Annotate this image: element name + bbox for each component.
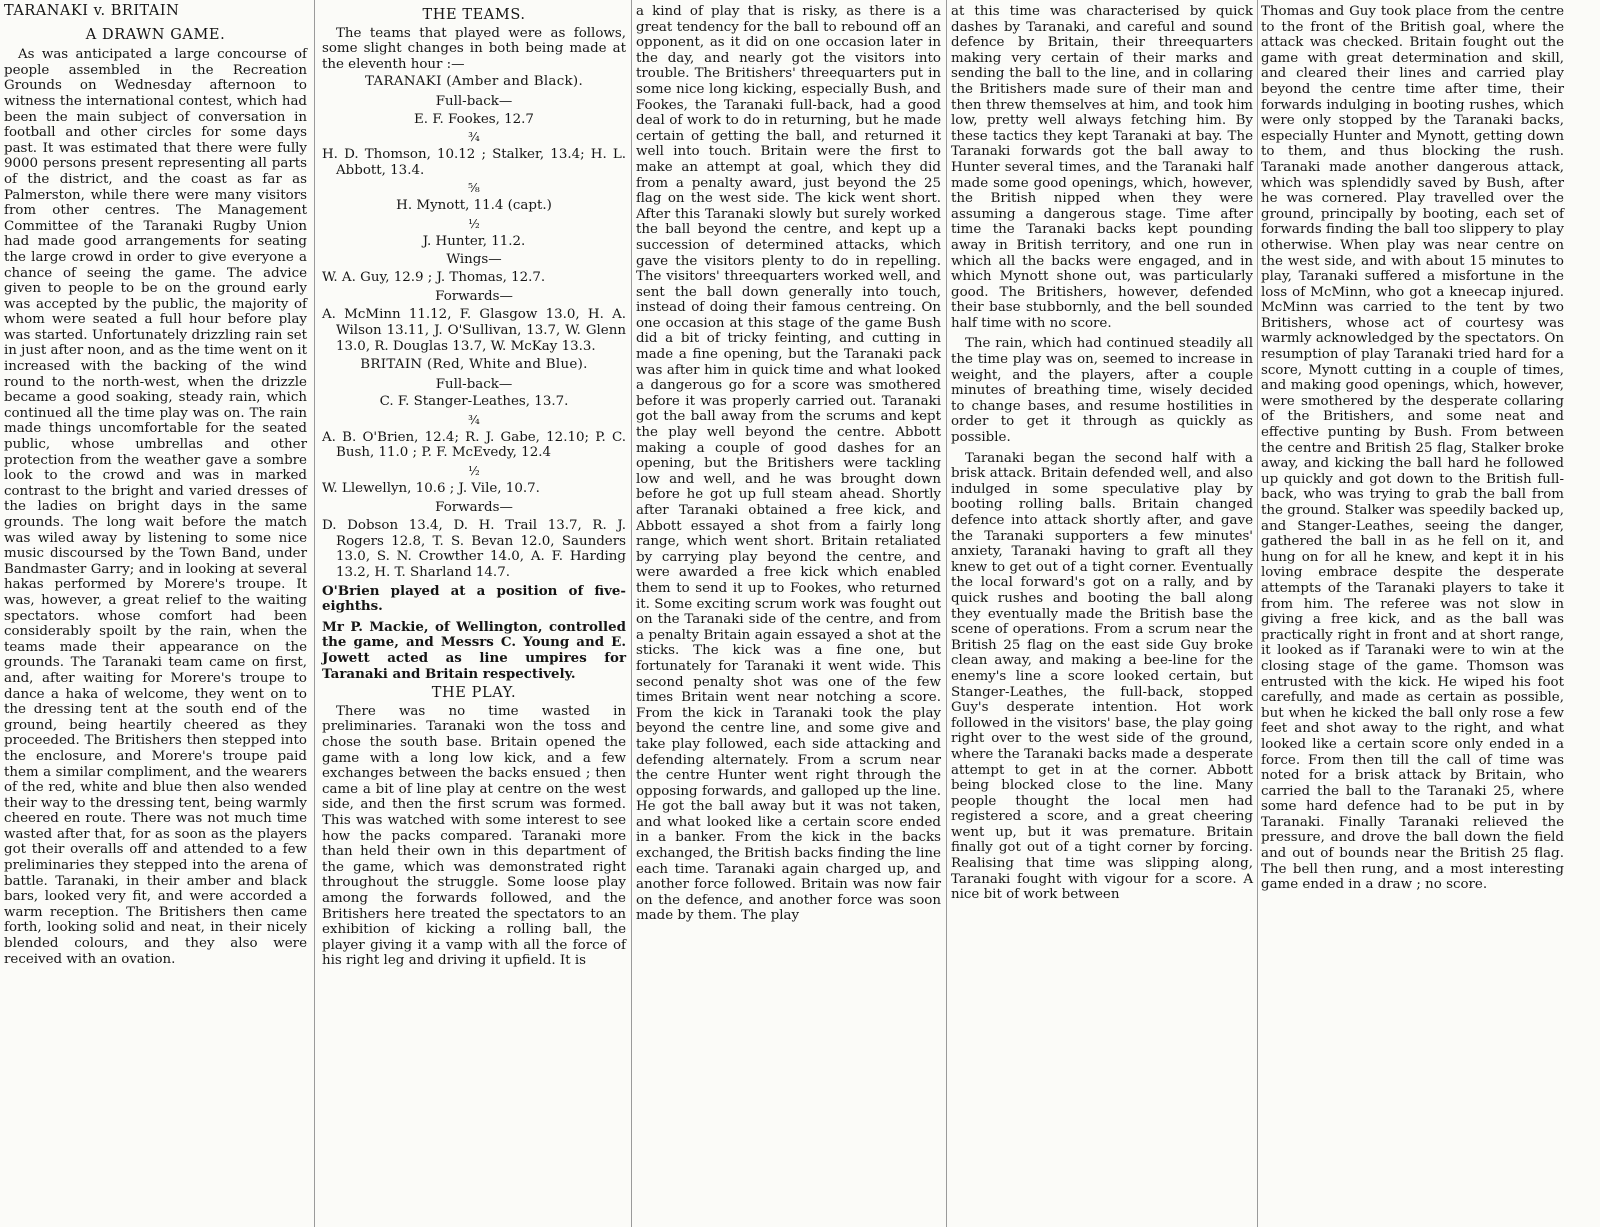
player-line: D. Dobson 13.4, D. H. Trail 13.7, R. J. Rogers 12.8, T. S. Bevan 12.0, Saunders 13.0, S. N. Crowther 14.0, A. F. Harding 13.2, H. T. Sharland 14.7. xyxy=(322,518,626,581)
position-label: Forwards— xyxy=(435,499,513,515)
article-paragraph: There was no time wasted in preliminaries. Taranaki won the toss and chose the south base. Britain opened the game with a long low kick, and a few exchanges between the backs ensued ; then came a bit of line play at centre on the west side, and then the first scrum was formed. This was watched with some interest to see how the packs compared. Taranaki more than held their own in this department of the game, which was demonstrated right throughout the struggle. Some loose play among the forwards followed, and the Britishers here treated the spectators to an exhibition of kicking a rolling ball, the player giving it a vamp with all the force of his right leg and driving it upfield. It is xyxy=(322,703,626,969)
article-subtitle: A DRAWN GAME. xyxy=(85,26,226,43)
player-line: E. F. Fookes, 12.7 xyxy=(414,111,534,127)
column-5 xyxy=(1261,4,1564,893)
position-separator: ½ xyxy=(468,464,480,479)
position-label: Wings— xyxy=(446,251,502,267)
section-title-play-text: THE PLAY. xyxy=(431,685,517,702)
article-paragraph: Taranaki began the second half with a brisk attack. Britain defended well, and also indulged in some speculative play by booting rolling balls. Britain changed defence into attack shortly after, and gave the Taranaki supporters a few minutes' anxiety, Taranaki having to graft all they knew to get out of a tight corner. Eventually the local forward's got on a rally, and by quick rushes and booting the ball along they eventually made the British base the scene of operations. From a scrum near the British 25 flag on the east side Guy broke clean away, and making a bee-line for the enemy's line a score looked certain, but Stanger-Leathes, the full-back, stopped Guy's desperate intention. Hot work followed in the visitors' base, the play going right over to the west side of the ground, where the Taranaki backs made a desperate attempt to get in at the corner. Abbott being blocked close to the line. Many people thought the local men had registered a score, and a great cheering went up, but it was premature. Britain finally got out of a tight corner by forcing. Realising that time was slipping along, Taranaki fought with vigour for a score. A nice bit of work between xyxy=(951,450,1253,903)
player-line: A. B. O'Brien, 12.4; R. J. Gabe, 12.10; P. C. Bush, 11.0 ; P. F. McEvedy, 12.4 xyxy=(322,429,626,461)
player-line: W. Llewellyn, 10.6 ; J. Vile, 10.7. xyxy=(322,481,540,497)
teams-intro: The teams that played were as follows, some slight changes in both being made at the eleventh hour :— xyxy=(322,25,626,72)
article-paragraph: at this time was characterised by quick dashes by Taranaki, and careful and sound defence by Britain, their threequarters making very certain of their marks and sending the ball to the line, and in collaring the Britishers made sure of their man and then threw themselves at him, and took him low, pretty well always fetching him. By these tactics they kept Taranaki at bay. The Taranaki forwards got the ball away to Hunter several times, and the Taranaki half made some good openings, which, however, the British nipped when they were assuming a dangerous stage. Time after time the Taranaki backs kept pounding away in British territory, and one run in which all the backs were engaged, and in which Mynott shone out, was particularly good. The Britishers, however, defended their base stubbornly, and the bell sounded half time with no score. xyxy=(951,4,1253,331)
player-line: J. Hunter, 11.2. xyxy=(422,233,526,249)
position-label: Full-back— xyxy=(435,376,513,392)
section-title-play xyxy=(322,686,626,702)
article-paragraph: As was anticipated a large concourse of people assembled in the Recreation Grounds on Wednesday afternoon to witness the international contest, which had been the main subject of conversation in football and other circles for some days past. It was estimated that there were fully 9000 persons present representing all parts of the district, and the coast as far as Palmerston, while there were many visitors from other centres. The Management Committee of the Taranaki Rugby Union had made good arrangements for seating the large crowd in order to give everyone a chance of seeing the game. The advice given to people to be on the ground early was accepted by the public, the majority of whom were seated a full hour before play was started. Unfortunately drizzling rain set in just after noon, and as the time went on it increased with the backing of the wind round to the north-west, when the drizzle became a good soaking, steady rain, which continued all the time play was on. The rain made things uncomfortable for the seated public, whose umbrellas and other protection from the weather gave a sombre look to the crowd and was in marked contrast to the bright and varied dresses of the ladies on bright days in the same grounds. The long wait before the match was wiled away by listening to some nice music discoursed by the Town Band, under Bandmaster Garry; and in looking at several hakas performed by Morere's troupe. It was, however, a great relief to the waiting spectators. whose comfort had been considerably spoilt by the rain, when the teams made their appearance on the grounds. The Taranaki team came on first, and, after waiting for Morere's troupe to dance a haka of welcome, they went on to the dressing tent at the south end of the ground, being heartily cheered as they proceeded. The Britishers then stepped into the enclosure, and Morere's troupe paid them a similar compliment, and the wearers of the red, white and blue then also wended their way to the dressing tent, being warmly cheered en route. There was not much time wasted after that, for as soon as the players got their overalls off and attended to a few preliminaries they stepped into the arena of battle. Taranaki, in their amber and black bars, looked very fit, and were accorded a warm reception. The Britishers then came forth, looking solid and neat, in their nicely blended colours, and they also were received with an ovation. xyxy=(4,47,307,967)
column-3 xyxy=(636,4,941,924)
position-separator: ¾ xyxy=(468,412,480,427)
position-label: Full-back— xyxy=(435,93,513,109)
column-rule xyxy=(946,0,947,1227)
player-line: W. A. Guy, 12.9 ; J. Thomas, 12.7. xyxy=(322,270,546,286)
article-paragraph: Thomas and Guy took place from the centre to the front of the British goal, where the attack was checked. Britain fought out the game with great determination and skill, and cleared their lines and carried play beyond the centre time after time, their forwards indulging in booting rushes, which were only stopped by the Taranaki backs, especially Hunter and Mynott, getting down to them, and thus blocking the rush. Taranaki made another dangerous attack, which was splendidly saved by Bush, after he was cornered. Play travelled over the ground, principally by booting, each set of forwards finding the ball too slippery to play otherwise. When play was near centre on the west side, and with about 15 minutes to play, Taranaki suffered a misfortune in the loss of McMinn, who got a kneecap injured. McMinn was carried to the tent by two Britishers, whose act of courtesy was warmly acknowledged by the spectators. On resumption of play Taranaki tried hard for a score, Mynott cutting in a couple of times, and making good openings, which, however, were smothered by the desperate collaring of the Britishers, and some neat and effective punting by Bush. From between the centre and British 25 flag, Stalker broke away, and kicking the ball hard he followed up quickly and got down to the British full-back, who was trying to grab the ball from the ground. Stalker was speedily backed up, and Stanger-Leathes, seeing the danger, gathered the ball in as he fell on it, and hung on for all he knew, and kept it in his loving embrace despite the desperate attempts of the Taranaki players to take it from him. The referee was not slow in giving a free kick, and as the ball was practically right in front and at short range, it looked as if Taranaki were to win at the closing stage of the game. Thomson was entrusted with the kick. He wiped his foot carefully, and made as certain as possible, but when he kicked the ball only rose a few feet and shot away to the right, and what looked like a certain score only ended in a force. From then till the call of time was noted for a brisk attack by Britain, who carried the ball to the Taranaki 25, where some hard defence had to be put in by Taranaki. Finally Taranaki relieved the pressure, and drove the ball down the field and out of bounds near the British 25 flag. The bell then rung, and a most interesting game ended in a draw ; no score. xyxy=(1261,4,1564,893)
player-line: A. McMinn 11.12, F. Glasgow 13.0, H. A. Wilson 13.11, J. O'Sullivan, 13.7, W. Glenn 13.0, R. Douglas 13.7, W. McKay 13.3. xyxy=(322,307,626,354)
column-rule xyxy=(314,0,315,1227)
team-title-taranaki: TARANAKI (Amber and Black). xyxy=(364,74,584,90)
column-rule xyxy=(631,0,632,1227)
team-title-britain: BRITAIN (Red, White and Blue). xyxy=(360,357,588,373)
player-line: H. D. Thomson, 10.12 ; Stalker, 13.4; H. L. Abbott, 13.4. xyxy=(322,147,626,178)
column-4 xyxy=(951,4,1253,903)
article-paragraph: The rain, which had continued steadily all the time play was on, seemed to increase in weight, and the players, after a couple minutes of breathing time, wisely decided to change bases, and resume hostilities in order to get it through as quickly as possible. xyxy=(951,336,1253,446)
section-title-teams: THE TEAMS. xyxy=(422,7,526,23)
note-referee: Mr P. Mackie, of Wellington, controlled the game, and Messrs C. Young and E. Jowett acted as line umpires for Taranaki and Britain respectively. xyxy=(322,618,626,682)
column-rule xyxy=(1257,0,1258,1227)
position-separator: ½ xyxy=(468,216,480,231)
position-label: Forwards— xyxy=(435,288,513,304)
note-obrien: O'Brien played at a position of five-eighths. xyxy=(322,582,626,615)
article-paragraph: a kind of play that is risky, as there is a great tendency for the ball to rebound off an opponent, as it did on one occasion later in the day, and nearly got the visitors into trouble. The Britishers' threequarters put in some nice long kicking, especially Bush, and Fookes, the Taranaki full-back, had a good deal of work to do in returning, but he made certain of getting the ball, and returned it well into touch. Britain were the first to make an attempt at goal, which they did from a penalty award, just beyond the 25 flag on the west side. The kick went short. After this Taranaki slowly but surely worked the ball beyond the centre, and kept up a succession of determined attacks, which gave the visitors plenty to do in repelling. The visitors' threequarters worked well, and sent the ball down generally into touch, instead of doing their famous centreing. On one occasion at this stage of the game Bush did a bit of tricky feinting, and cutting in made a fine opening, but the Taranaki pack was after him in quick time and what looked a dangerous go for a score was smothered before it was properly carried out. Taranaki got the ball away from the scrums and kept the play well beyond the centre. Abbott making a couple of good dashes for an opening, but the Britishers were tackling low and well, and he was brought down before he got up full steam ahead. Shortly after Taranaki obtained a free kick, and Abbott essayed a shot from a fairly long range, which went short. Britain retaliated by carrying play beyond the centre, and were awarded a free kick which enabled them to send it up to Fookes, who returned it. Some exciting scrum work was fought out on the Taranaki side of the centre, and from a penalty Britain again essayed a shot at the sticks. The kick was a fine one, but fortunately for Taranaki it went wide. This second penalty shot was one of the few times Britain went near notching a score. From the kick in Taranaki took the play beyond the centre line, and some give and take play followed, each side attacking and defending alternately. From a scrum near the centre Hunter went right through the opposing forwards, and galloped up the line. He got the ball away but it was not taken, and what looked like a certain score ended in a banker. From the kick in the backs exchanged, the British backs finding the line each time. Taranaki again charged up, and another force followed. Britain was now fair on the defence, and another force was soon made by them. The play xyxy=(636,4,941,924)
article-title: TARANAKI v. BRITAIN xyxy=(4,3,180,19)
column-1 xyxy=(4,4,307,967)
player-line: H. Mynott, 11.4 (capt.) xyxy=(396,198,552,214)
player-line: C. F. Stanger-Leathes, 13.7. xyxy=(379,394,569,410)
column-2 xyxy=(322,4,626,969)
position-separator: ⅝ xyxy=(468,181,480,196)
position-separator: ¾ xyxy=(468,130,480,145)
